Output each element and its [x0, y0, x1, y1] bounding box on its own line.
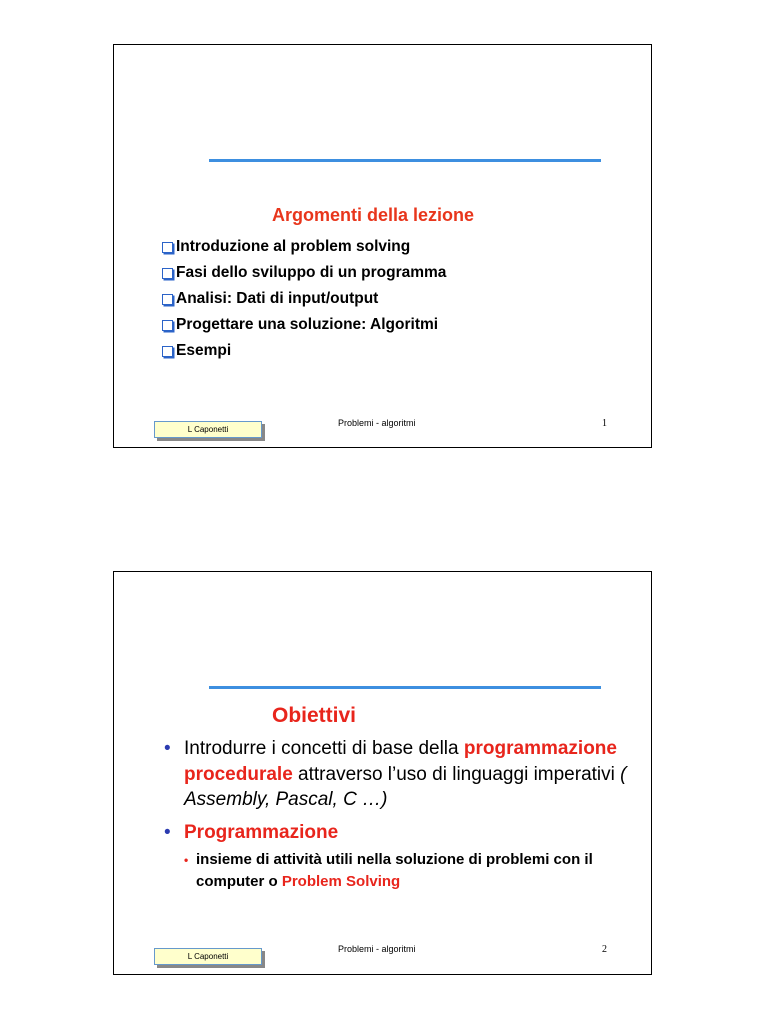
emphasis-text: programmazione procedurale: [184, 738, 617, 785]
page-number: 1: [602, 418, 607, 429]
title-rule: [209, 686, 601, 689]
list-item: Analisi: Dati di input/output: [162, 286, 446, 312]
sub-bullet-item: • insieme di attività utili nella soluzione di problemi con il computer o Problem Solving: [184, 851, 593, 890]
list-item: Introduzione al problem solving: [162, 234, 446, 260]
page-number: 2: [602, 944, 607, 955]
slide-title: Argomenti della lezione: [272, 205, 475, 225]
bullet-dot-icon: •: [164, 821, 171, 843]
checkbox-bullet-icon: [162, 320, 173, 331]
slide-1: [113, 44, 652, 448]
author-tag: L Caponetti: [154, 421, 262, 438]
title-rule: [209, 159, 601, 162]
italic-text: ( Assembly, Pascal, C …): [184, 763, 627, 810]
list-item: Esempi: [162, 338, 446, 364]
checkbox-bullet-icon: [162, 268, 173, 279]
slide-2: [113, 571, 652, 975]
sub-bullet-list: [184, 849, 634, 893]
slide-title: Obiettivi: [272, 704, 357, 727]
footer-title: Problemi - algoritmi: [338, 418, 416, 428]
checkbox-bullet-icon: [162, 346, 173, 357]
checkbox-bullet-icon: [162, 242, 173, 253]
sub-bullet-dot-icon: •: [184, 853, 189, 867]
list-item: Fasi dello sviluppo di un programma: [162, 260, 446, 286]
bullet-item: • Programmazione • insieme di attività utili nella soluzione di problemi con il computer o Problem Solving: [164, 820, 634, 894]
bullet-item: • Introdurre i concetti di base della programmazione procedurale attraverso l’uso di linguaggi imperativi ( Assembly, Pascal, C …): [164, 738, 627, 810]
footer-title: Problemi - algoritmi: [338, 944, 416, 954]
author-tag: L Caponetti: [154, 948, 262, 965]
emphasis-text: Problem Solving: [281, 873, 401, 890]
bullet-dot-icon: •: [164, 738, 171, 759]
list-item: Progettare una soluzione: Algoritmi: [162, 312, 446, 338]
topic-list: [162, 234, 446, 364]
bullet-list: [164, 736, 634, 893]
checkbox-bullet-icon: [162, 294, 173, 305]
